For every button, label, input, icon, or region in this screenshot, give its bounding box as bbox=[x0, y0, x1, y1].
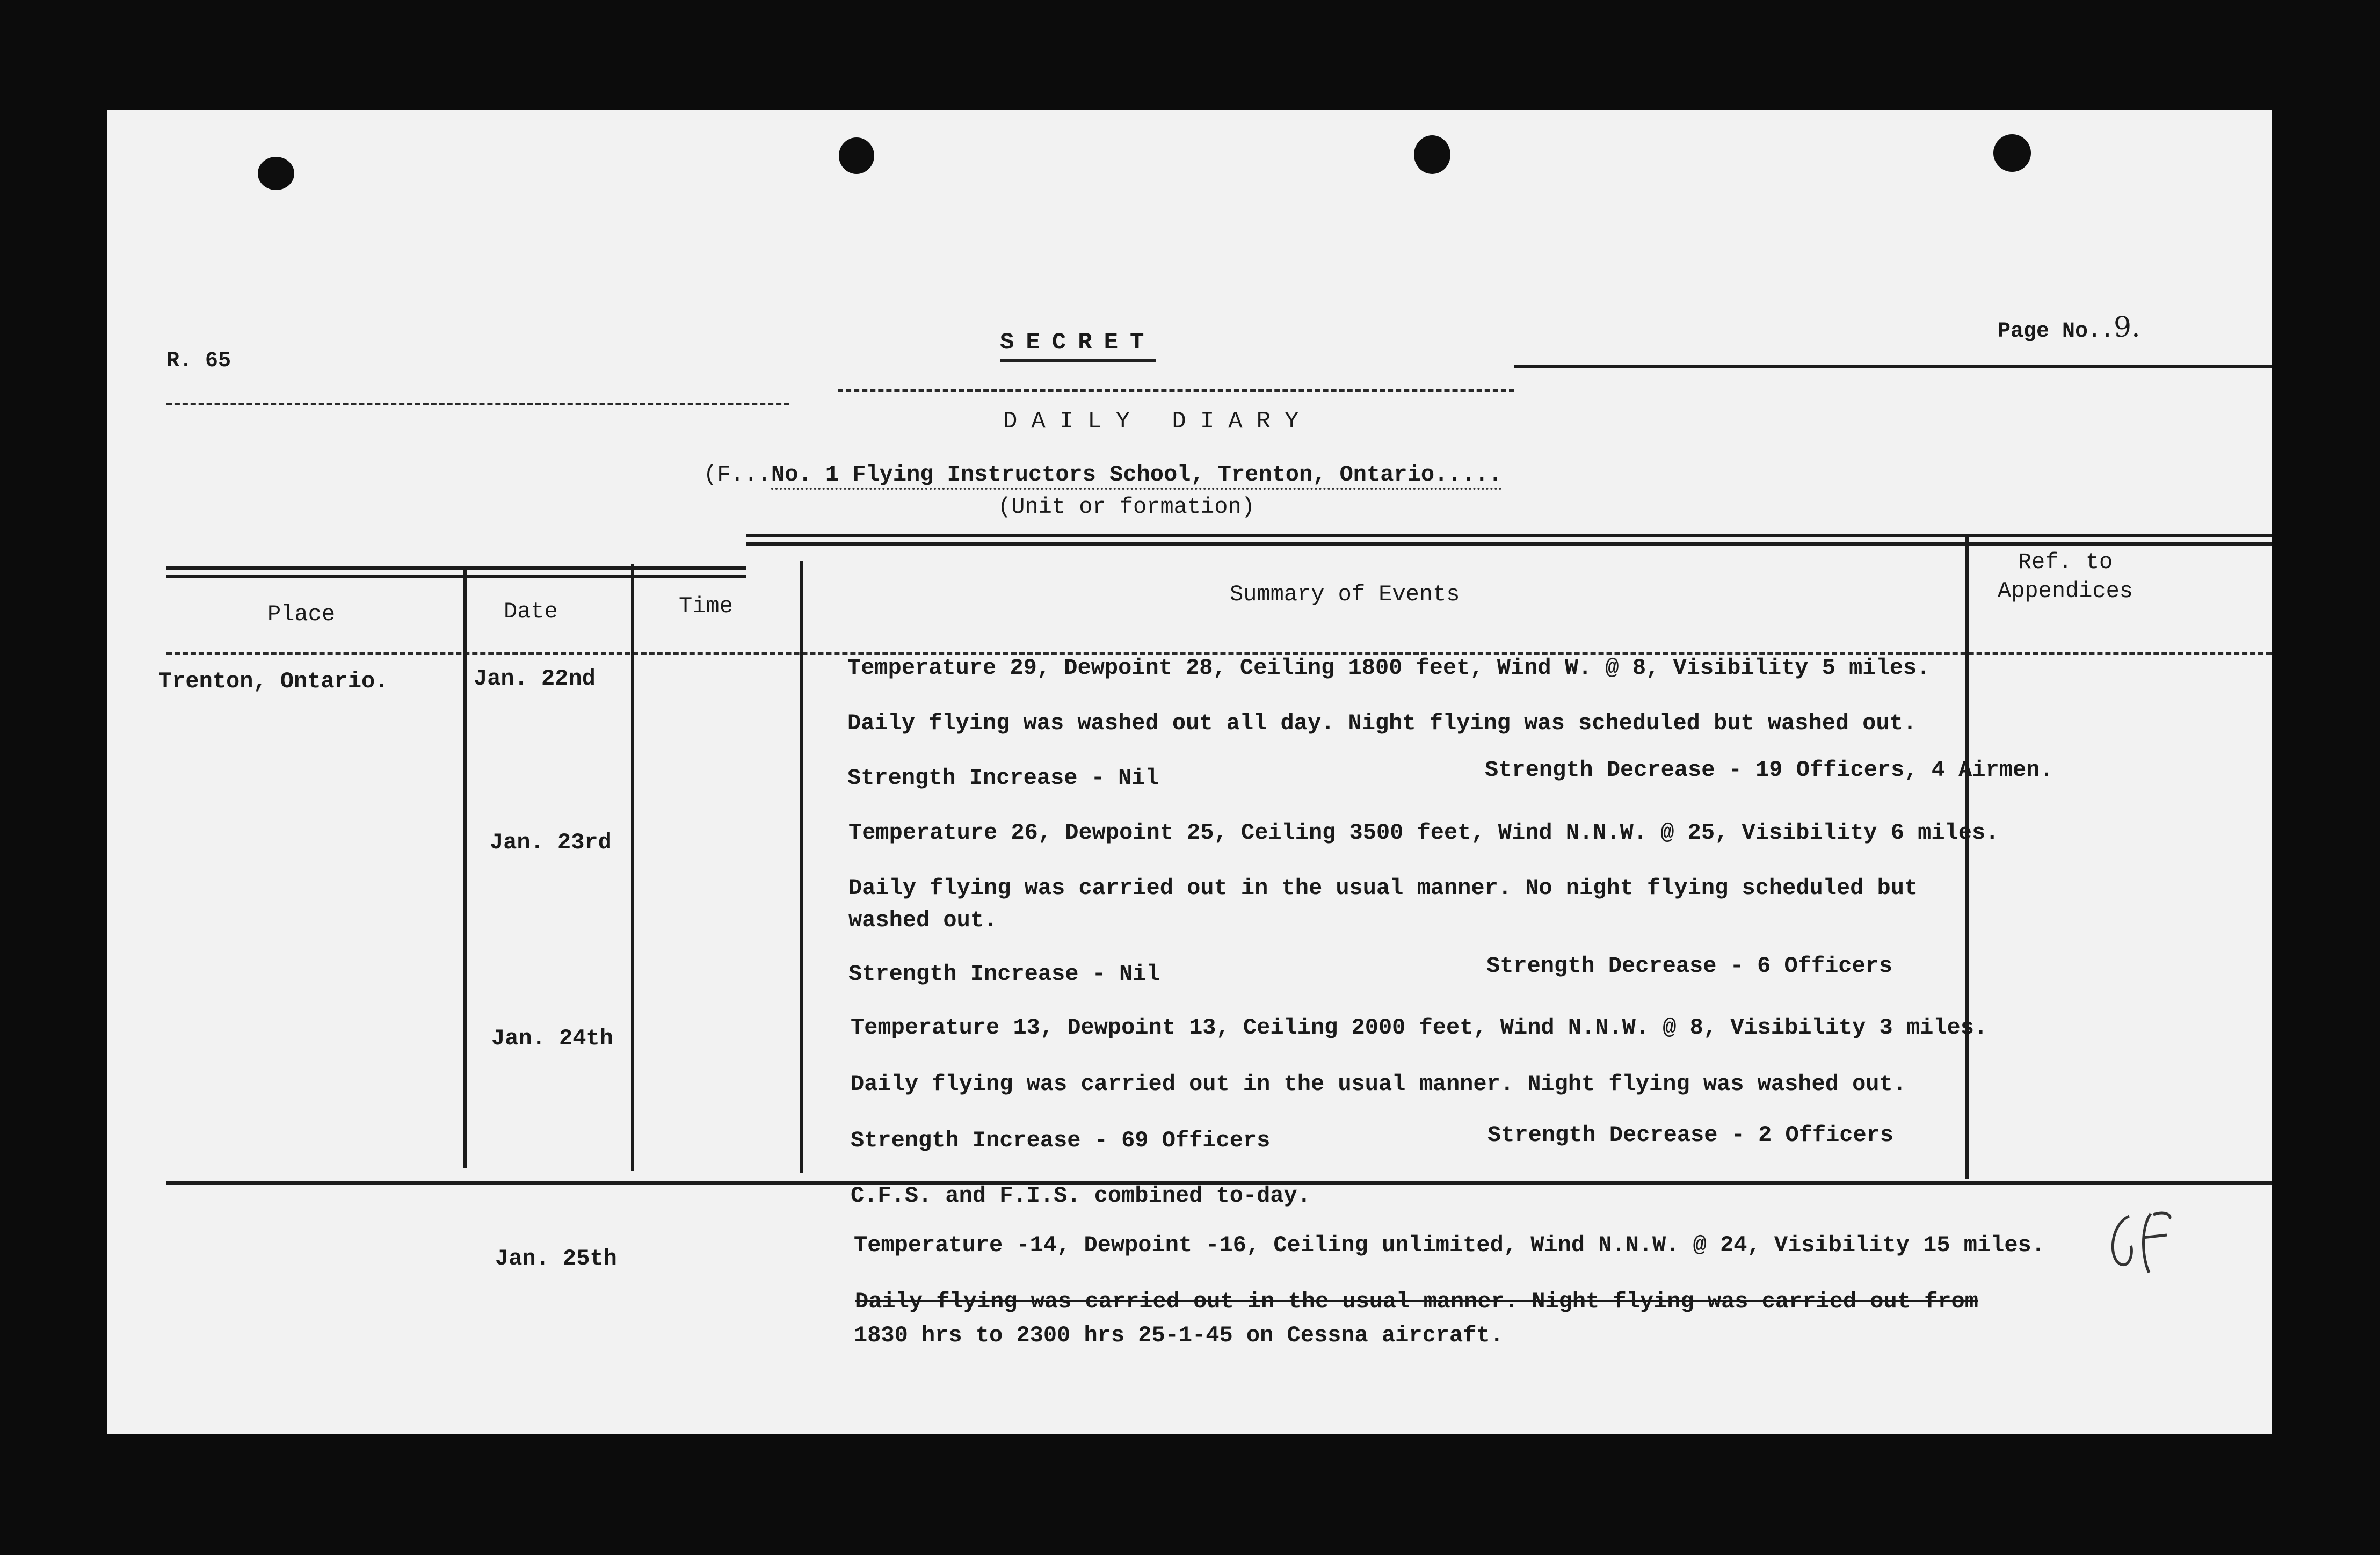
column-header-summary: Summary of Events bbox=[1230, 582, 1460, 607]
entry-24-note: C.F.S. and F.I.S. combined to-day. bbox=[851, 1183, 1311, 1209]
table-top-rule-right-2 bbox=[746, 542, 2272, 546]
place-cell: Trenton, Ontario. bbox=[158, 668, 389, 694]
entry-24-decrease: Strength Decrease - 2 Officers bbox=[1488, 1122, 1894, 1148]
column-header-date: Date bbox=[504, 599, 558, 624]
header-rule-right bbox=[1514, 365, 2272, 368]
divider-summary-ref bbox=[1965, 537, 1969, 1179]
unit-line bbox=[703, 462, 1502, 488]
page-number-value: 9. bbox=[2114, 311, 2140, 344]
column-header-place: Place bbox=[267, 601, 336, 627]
diary-title: DAILY DIARY bbox=[1003, 408, 1313, 435]
date-cell-jan-23: Jan. 23rd bbox=[490, 830, 612, 855]
classification-heading: SECRET bbox=[1000, 329, 1156, 362]
handwritten-initials bbox=[2100, 1208, 2180, 1278]
ref-header-line-2: Appendices bbox=[1998, 578, 2134, 604]
unit-caption: (Unit or formation) bbox=[998, 494, 1255, 520]
entry-25-weather: Temperature -14, Dewpoint -16, Ceiling unlimited, Wind N.N.W. @ 24, Visibility 15 miles. bbox=[854, 1232, 2045, 1258]
column-header-ref bbox=[1998, 548, 2133, 606]
column-header-time: Time bbox=[679, 593, 733, 619]
entry-22-flying: Daily flying was washed out all day. Night flying was scheduled but washed out. bbox=[847, 710, 1917, 736]
punch-hole-4 bbox=[1993, 134, 2031, 172]
ref-header-line-1: Ref. to bbox=[2018, 549, 2113, 575]
divider-date-time bbox=[631, 564, 634, 1171]
entry-24-weather: Temperature 13, Dewpoint 13, Ceiling 2000 feet, Wind N.N.W. @ 8, Visibility 3 miles. bbox=[851, 1015, 1988, 1041]
entry-22-weather: Temperature 29, Dewpoint 28, Ceiling 1800 feet, Wind W. @ 8, Visibility 5 miles. bbox=[847, 655, 1931, 681]
unit-name: No. 1 Flying Instructors School, Trenton, Ontario..... bbox=[771, 462, 1502, 490]
page-number bbox=[1998, 311, 2140, 344]
unit-prefix: (F... bbox=[703, 462, 772, 488]
entry-24-flying: Daily flying was carried out in the usual manner. Night flying was washed out. bbox=[851, 1071, 1906, 1097]
entry-24-increase: Strength Increase - 69 Officers bbox=[851, 1128, 1271, 1153]
date-cell-jan-25: Jan. 25th bbox=[495, 1246, 617, 1271]
date-cell-jan-24: Jan. 24th bbox=[491, 1026, 613, 1051]
header-rule-mid bbox=[838, 389, 1514, 392]
header-rule-left bbox=[166, 403, 789, 405]
entry-25-flying-line-2: 1830 hrs to 2300 hrs 25-1-45 on Cessna aircraft. bbox=[854, 1323, 1504, 1348]
entry-25-flying-line-1: Daily flying was carried out in the usual manner. Night flying was carried out from bbox=[855, 1289, 1978, 1314]
entry-23-increase: Strength Increase - Nil bbox=[848, 961, 1160, 987]
entry-22-decrease: Strength Decrease - 19 Officers, 4 Airmen. bbox=[1485, 757, 2054, 783]
entry-22-increase: Strength Increase - Nil bbox=[847, 765, 1159, 791]
punch-hole-3 bbox=[1414, 135, 1450, 174]
divider-time-summary bbox=[800, 561, 803, 1173]
entry-23-flying-line-1: Daily flying was carried out in the usual manner. No night flying scheduled but bbox=[848, 875, 1918, 901]
entry-23-decrease: Strength Decrease - 6 Officers bbox=[1486, 953, 1893, 979]
entry-23-flying-line-2: washed out. bbox=[848, 907, 998, 933]
diary-page bbox=[107, 110, 2272, 1434]
table-top-rule-left bbox=[166, 566, 746, 570]
form-number: R. 65 bbox=[166, 349, 231, 373]
punch-hole-1 bbox=[258, 157, 294, 190]
entry-23-weather: Temperature 26, Dewpoint 25, Ceiling 3500 feet, Wind N.N.W. @ 25, Visibility 6 miles. bbox=[848, 820, 1999, 846]
table-top-rule-left-2 bbox=[166, 575, 746, 578]
divider-place-date bbox=[463, 569, 467, 1168]
table-top-rule-right bbox=[746, 534, 2272, 537]
date-cell-jan-22: Jan. 22nd bbox=[474, 666, 596, 692]
page-label: Page No.. bbox=[1998, 319, 2114, 344]
punch-hole-2 bbox=[839, 137, 874, 174]
